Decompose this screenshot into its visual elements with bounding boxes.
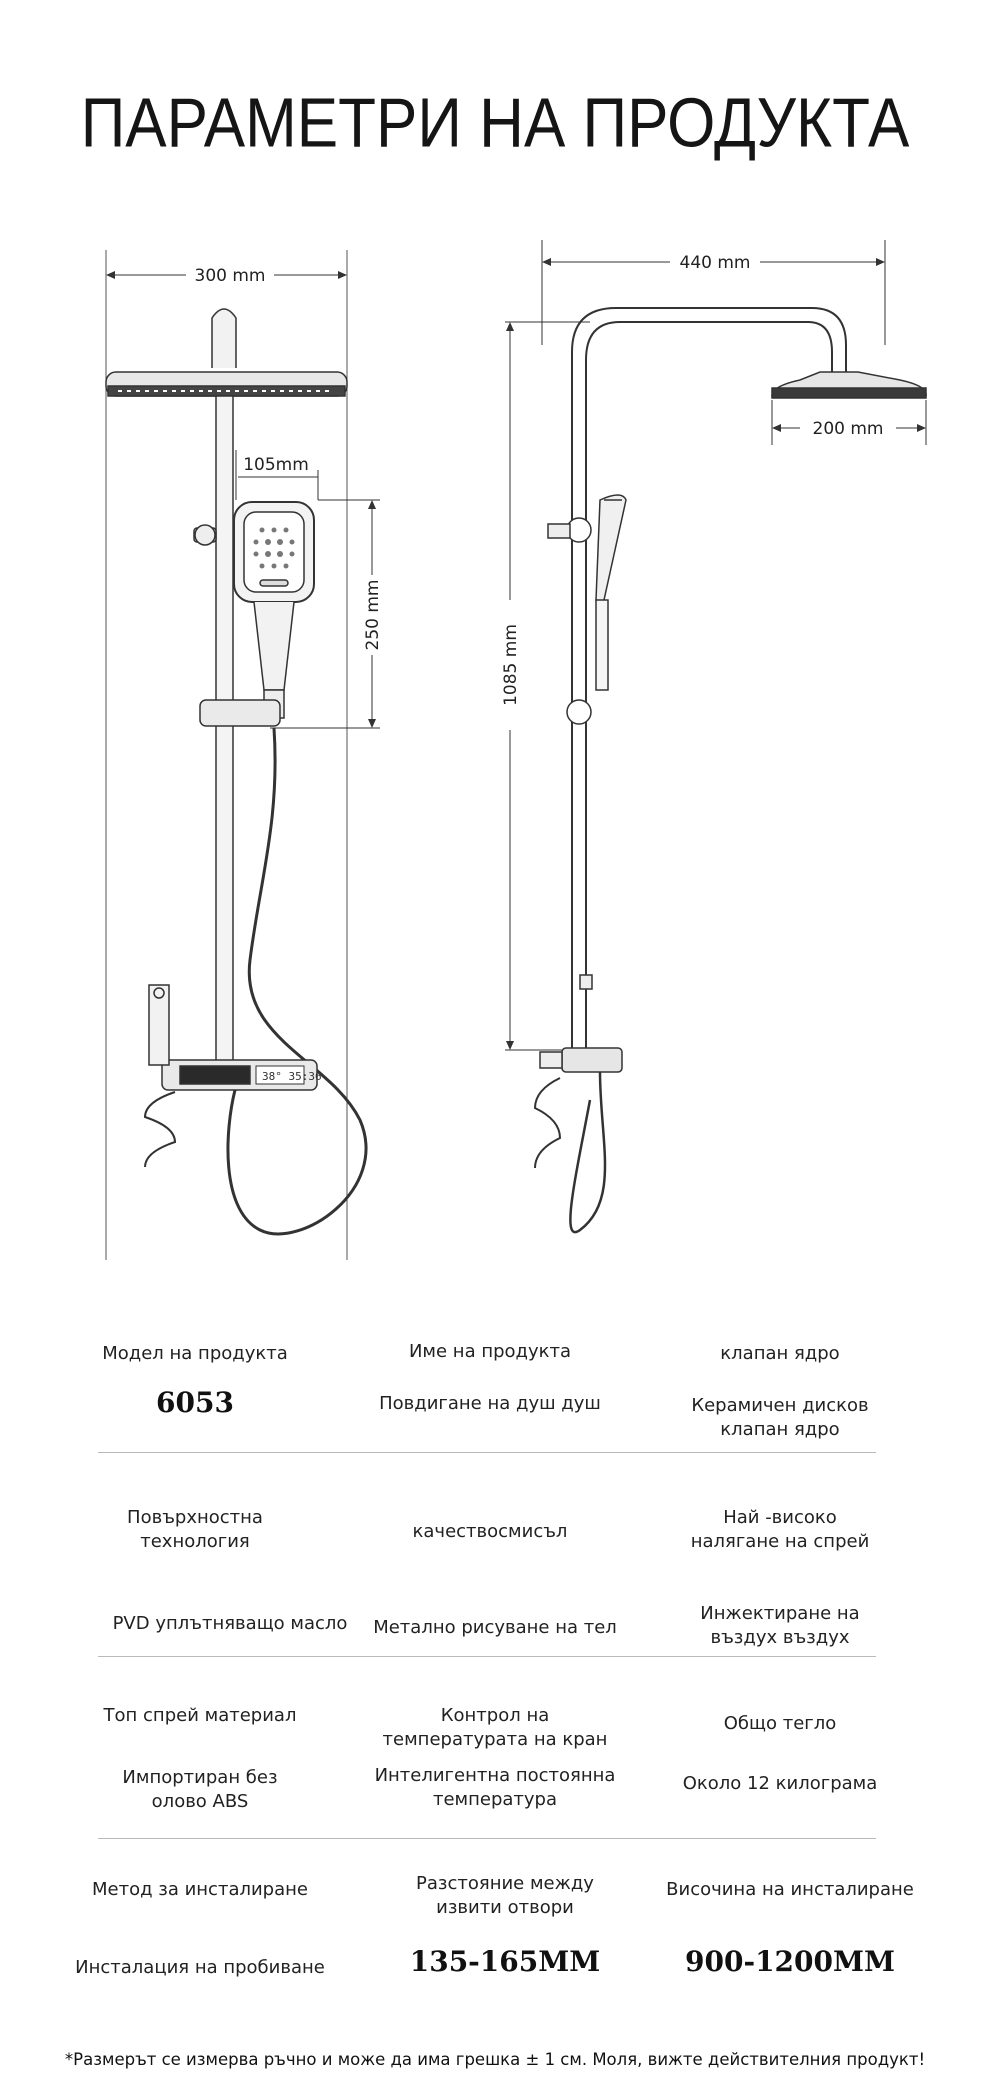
shower-dimension-drawing	[0, 230, 990, 1260]
spec-label-material: Топ спрей материал	[103, 1705, 297, 1726]
row-divider	[98, 1838, 876, 1839]
side-view	[505, 240, 926, 1232]
front-view	[106, 250, 380, 1260]
spec-value-surface: PVD уплътняващо масло	[112, 1613, 348, 1634]
side-head-width-label: 200 mm	[812, 419, 884, 439]
row-divider	[98, 1452, 876, 1453]
spec-value-install-height: 900-1200MM	[685, 1945, 895, 1978]
spec-value-valve: Керамичен дисков клапан ядро	[691, 1395, 869, 1440]
spec-label-install-method: Метод за инсталиране	[92, 1879, 308, 1900]
spec-label-name: Име на продукта	[408, 1341, 572, 1362]
spec-value-quality: Метално рисуване на тел	[373, 1617, 617, 1638]
spec-value-model: 6053	[156, 1386, 234, 1419]
page-title: ПАРАМЕТРИ НА ПРОДУКТА	[80, 84, 910, 163]
spec-label-temp-control: Контрол на температурата на кран	[382, 1705, 608, 1750]
spec-value-name: Повдигане на душ душ	[379, 1393, 601, 1414]
spec-label-surface: Повърхностна технология	[127, 1507, 263, 1552]
spec-value-pressure: Инжектиране на въздух въздух	[700, 1603, 860, 1648]
spec-value-install-method: Инсталация на пробиване	[75, 1957, 325, 1978]
spec-value-weight: Около 12 килограма	[682, 1773, 878, 1794]
total-height-label: 1085 mm	[501, 624, 521, 706]
spec-label-model: Модел на продукта	[102, 1343, 288, 1364]
footnote: *Размерът се измерва ръчно и може да има грешка ± 1 см. Моля, вижте действителния продукт!	[64, 2050, 926, 2069]
spec-label-weight: Общо тегло	[723, 1713, 837, 1734]
spec-label-hole-distance: Разстояние между извити отвори	[416, 1873, 594, 1918]
arm-length-label: 440 mm	[679, 253, 751, 273]
handheld-height-label: 250 mm	[363, 579, 383, 651]
handheld-width-label: 105mm	[243, 455, 309, 475]
display-readout: 38° 35:36	[262, 1070, 322, 1083]
spec-value-temp-control: Интелигентна постоянна температура	[374, 1765, 616, 1810]
spec-value-hole-distance: 135-165MM	[409, 1945, 601, 1978]
row-divider	[98, 1656, 876, 1657]
head-width-label: 300 mm	[194, 266, 266, 286]
spec-label-install-height: Височина на инсталиране	[666, 1879, 914, 1900]
spec-label-quality: качествосмисъл	[412, 1521, 568, 1542]
spec-label-pressure: Най -високо налягане на спрей	[690, 1507, 870, 1552]
spec-label-valve: клапан ядро	[720, 1343, 840, 1364]
spec-value-material: Импортиран без олово ABS	[122, 1767, 278, 1812]
